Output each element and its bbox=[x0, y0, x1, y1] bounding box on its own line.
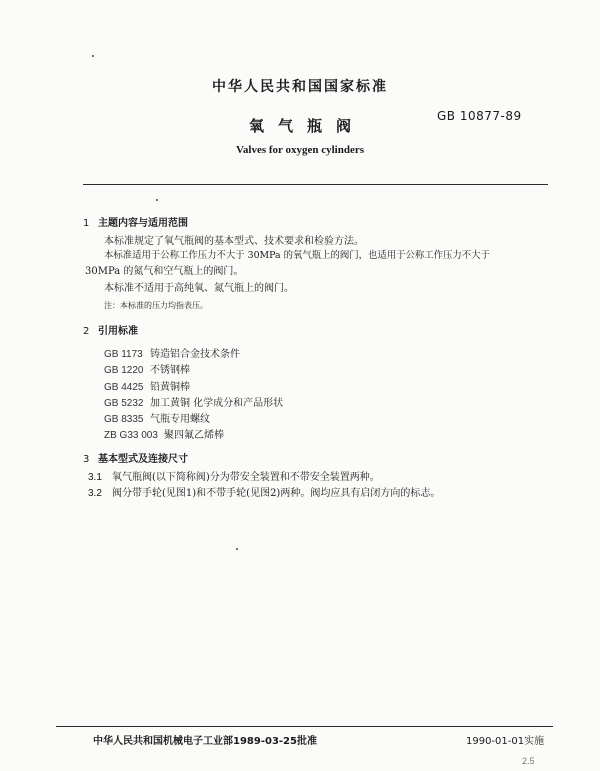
section-number: 3 bbox=[83, 454, 90, 465]
clause-text: 阀分带手轮(见图1)和不带手轮(见图2)两种。阀均应具有启闭方向的标志。 bbox=[112, 488, 441, 499]
reference-item bbox=[104, 426, 224, 441]
reference-item bbox=[104, 410, 210, 425]
issuing-organization: 中华人民共和国国家标准 bbox=[212, 79, 388, 95]
clause bbox=[88, 488, 440, 500]
scan-speck bbox=[236, 548, 238, 550]
paragraph: 本标准不适用于高纯氧、氮气瓶上的阀门。 bbox=[104, 283, 294, 294]
reference-title: 聚四氟乙烯棒 bbox=[164, 430, 224, 441]
section-1-heading bbox=[83, 214, 188, 229]
clause-text: 氧气瓶阀(以下简称阀)分为带安全装置和不带安全装置两种。 bbox=[112, 472, 380, 483]
reference-title: 铅黄铜棒 bbox=[150, 382, 190, 393]
reference-item bbox=[104, 378, 190, 393]
section-number: 2 bbox=[83, 326, 90, 337]
scan-speck bbox=[156, 199, 158, 201]
reference-title: 不锈钢棒 bbox=[150, 365, 190, 376]
standard-number: GB 10877-89 bbox=[437, 109, 522, 123]
reference-code: GB 1173 bbox=[104, 349, 143, 360]
reference-code: ZB G33 003 bbox=[104, 430, 158, 441]
clause-number: 3.1 bbox=[88, 472, 102, 483]
reference-title: 加工黄铜 化学成分和产品形状 bbox=[150, 398, 284, 409]
reference-code: GB 5232 bbox=[104, 398, 144, 409]
document-title: 氧气瓶阀 bbox=[248, 117, 365, 135]
section-title: 主题内容与适用范围 bbox=[98, 218, 188, 229]
paragraph-continuation: 30MPa 的氮气和空气瓶上的阀门。 bbox=[85, 266, 244, 277]
reference-item bbox=[104, 394, 283, 409]
document-title-english: Valves for oxygen cylinders bbox=[235, 144, 365, 156]
reference-code: GB 1220 bbox=[104, 365, 144, 376]
effective-date: 1990-01-01实施 bbox=[466, 736, 545, 747]
section-title: 引用标准 bbox=[98, 326, 138, 337]
paragraph: 本标准适用于公称工作压力不大于 30MPa 的氧气瓶上的阀门，也适用于公称工作压力不大于 bbox=[104, 250, 490, 261]
reference-title: 铸造铝合金技术条件 bbox=[150, 349, 240, 360]
header-divider bbox=[83, 184, 548, 185]
page-number: 2.5 bbox=[522, 756, 535, 766]
section-title: 基本型式及连接尺寸 bbox=[98, 454, 188, 465]
reference-code: GB 4425 bbox=[104, 382, 144, 393]
section-3-heading bbox=[83, 450, 188, 465]
clause bbox=[88, 472, 380, 484]
reference-item bbox=[104, 361, 190, 376]
clause-number: 3.2 bbox=[88, 488, 102, 499]
paragraph: 本标准规定了氧气瓶阀的基本型式、技术要求和检验方法。 bbox=[104, 236, 364, 247]
approval-statement: 中华人民共和国机械电子工业部1989-03-25批准 bbox=[93, 736, 317, 747]
reference-code: GB 8335 bbox=[104, 414, 144, 425]
note: 注：本标准的压力均指表压。 bbox=[104, 301, 208, 310]
section-number: 1 bbox=[83, 218, 90, 229]
reference-item bbox=[104, 345, 240, 360]
scan-speck bbox=[92, 55, 94, 57]
reference-title: 气瓶专用螺纹 bbox=[150, 414, 210, 425]
footer-divider bbox=[56, 726, 553, 727]
section-2-heading bbox=[83, 322, 138, 337]
